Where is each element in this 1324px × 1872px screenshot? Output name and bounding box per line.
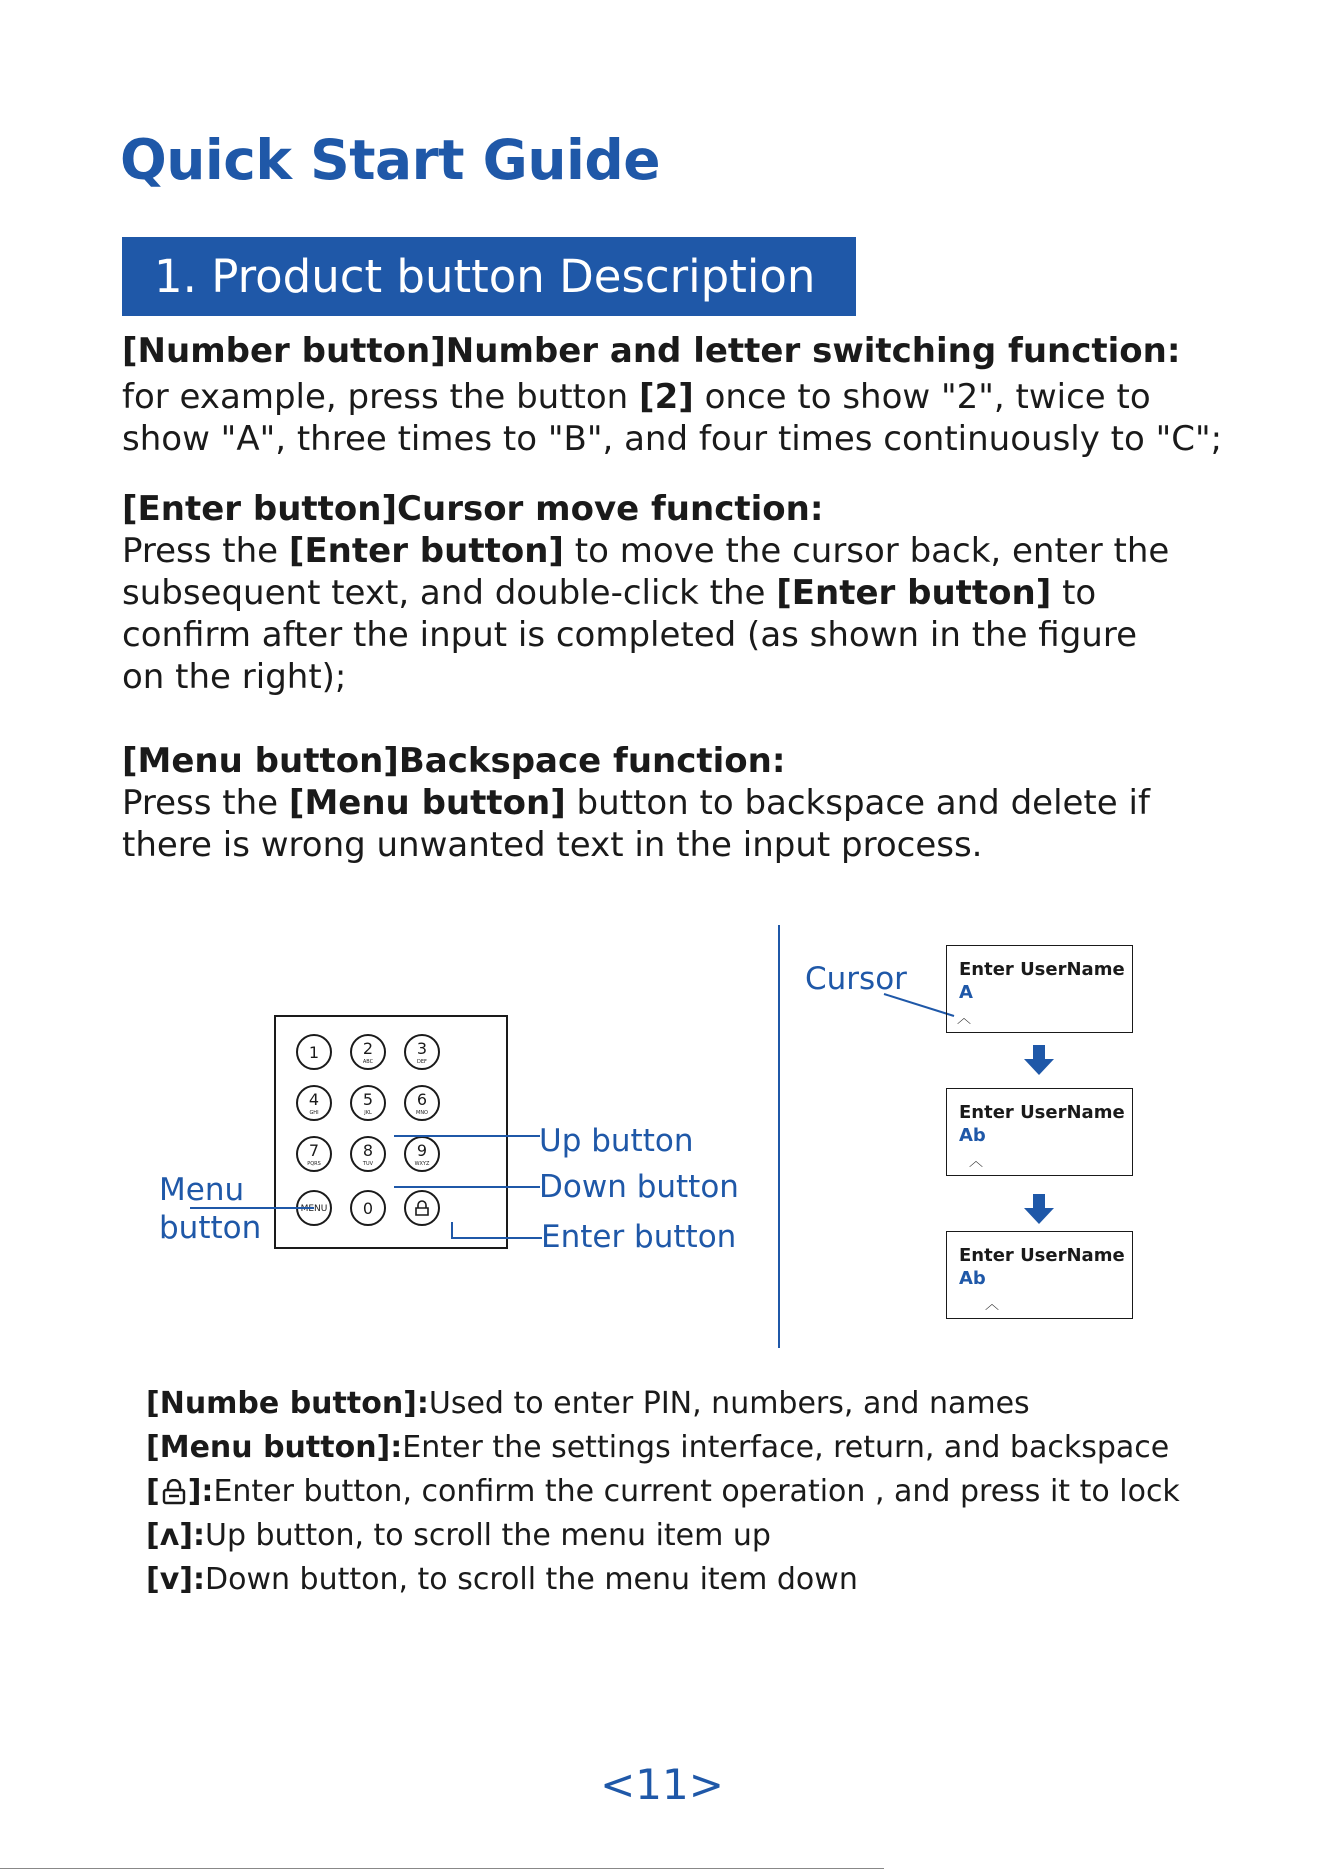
menu-key-label: [Menu button] — [288, 783, 566, 823]
legend-desc: Up button, to scroll the menu item up — [204, 1518, 771, 1553]
text-span: once to show "2", twice to — [693, 377, 1151, 417]
cursor-caret: ︿ — [969, 1154, 983, 1170]
key-letters: WXYZ — [414, 1161, 430, 1167]
keypad-key-5 — [351, 1086, 385, 1120]
legend-key: [ — [146, 1474, 160, 1509]
button-legend — [146, 1382, 1246, 1602]
legend-desc: Down button, to scroll the menu item down — [204, 1562, 858, 1597]
enter-key-label: [Enter button] — [288, 531, 564, 571]
up-button-label: Up button — [539, 1123, 694, 1159]
screen-value: Ab — [959, 1268, 986, 1289]
menu-label-line-1: Menu — [159, 1172, 245, 1208]
text-span: Press the — [122, 783, 289, 823]
keypad-key-9 — [405, 1137, 439, 1171]
legend-key: [Numbe button]: — [146, 1386, 429, 1421]
lcd-screen-3 — [946, 1231, 1133, 1319]
menu-button-section — [122, 740, 1212, 866]
menu-button-line-1 — [122, 782, 1212, 824]
keypad-key-8 — [351, 1137, 385, 1171]
number-button-heading: [Number button]Number and letter switching function: — [122, 331, 1181, 371]
legend-down — [146, 1558, 1246, 1602]
page-number: <11> — [600, 1760, 724, 1809]
keypad-key-lock — [405, 1191, 439, 1225]
number-button-line-1 — [122, 376, 1212, 418]
lock-icon — [162, 1479, 186, 1505]
text-span: to — [1051, 573, 1097, 613]
menu-button-heading: [Menu button]Backspace function: — [122, 741, 786, 781]
legend-up — [146, 1514, 1246, 1558]
text-span: button to backspace and delete if — [565, 783, 1150, 823]
page-title: Quick Start Guide — [120, 128, 660, 192]
screen-value: Ab — [959, 1125, 986, 1146]
text-span: subsequent text, and double-click the — [122, 573, 777, 613]
key-number: 6 — [416, 1090, 428, 1109]
key-letters: JKL — [364, 1110, 372, 1116]
key-number: 9 — [416, 1141, 428, 1160]
menu-button-line-2: there is wrong unwanted text in the input process. — [122, 825, 983, 865]
keypad-key-0 — [351, 1191, 385, 1225]
down-button-label: Down button — [539, 1169, 739, 1205]
key-number: 7 — [308, 1141, 320, 1160]
down-arrow-icon — [1022, 1192, 1056, 1226]
enter-button-section — [122, 488, 1212, 698]
screen-header: Enter UserName — [959, 1245, 1125, 1266]
legend-key: [v]: — [146, 1562, 205, 1597]
enter-button-line-2 — [122, 572, 1212, 614]
lock-icon — [416, 1201, 428, 1215]
section-heading-bar: 1. Product button Description — [122, 237, 856, 316]
key-number: 5 — [362, 1090, 374, 1109]
enter-button-line-1 — [122, 530, 1212, 572]
legend-desc: Used to enter PIN, numbers, and names — [428, 1386, 1030, 1421]
text-span: to move the cursor back, enter the — [563, 531, 1170, 571]
legend-key: ]: — [187, 1474, 214, 1509]
legend-number — [146, 1382, 1246, 1426]
cursor-pointer-stroke — [884, 994, 954, 1016]
key-letters: MNO — [416, 1110, 428, 1116]
keypad-keys — [297, 1035, 439, 1225]
menu-label-line-2: button — [159, 1210, 262, 1246]
enter-key-label: [Enter button] — [776, 573, 1052, 613]
legend-key: [Menu button]: — [146, 1430, 403, 1465]
keypad-key-4 — [297, 1086, 331, 1120]
lcd-screen-2 — [946, 1088, 1133, 1176]
key-number: 4 — [308, 1090, 320, 1109]
key-letters: DEF — [417, 1059, 427, 1065]
cursor-caret: ︿ — [957, 1011, 971, 1027]
enter-leader-line — [452, 1222, 542, 1238]
bottom-rule — [0, 1868, 884, 1869]
screen-header: Enter UserName — [959, 959, 1125, 980]
keypad-key-3 — [405, 1035, 439, 1069]
text-span: for example, press the button — [122, 377, 640, 417]
key-letters: ABC — [362, 1059, 374, 1065]
legend-lock — [146, 1470, 1246, 1514]
text-span: Press the — [122, 531, 289, 571]
key-number: 0 — [362, 1199, 374, 1218]
key-letters: GHI — [309, 1110, 319, 1116]
cursor-caret: ︿ — [985, 1297, 999, 1313]
key-2-label: [2] — [639, 377, 694, 417]
vertical-divider — [778, 925, 780, 1348]
key-letters: PQRS — [307, 1161, 321, 1167]
lcd-screen-1 — [946, 945, 1133, 1033]
screen-header: Enter UserName — [959, 1102, 1125, 1123]
legend-desc: Enter the settings interface, return, and backspace — [402, 1430, 1170, 1465]
enter-button-heading: [Enter button]Cursor move function: — [122, 489, 824, 529]
key-number: 3 — [416, 1039, 428, 1058]
keypad-key-2 — [351, 1035, 385, 1069]
key-number: 1 — [308, 1043, 320, 1062]
enter-button-label: Enter button — [541, 1219, 737, 1255]
enter-button-line-4: on the right); — [122, 657, 347, 697]
key-number: 2 — [362, 1039, 374, 1058]
enter-button-line-3: confirm after the input is completed (as shown in the figure — [122, 615, 1138, 655]
key-number: 8 — [362, 1141, 374, 1160]
keypad-key-6 — [405, 1086, 439, 1120]
legend-key: [ʌ]: — [146, 1518, 205, 1553]
key-number: MENU — [300, 1204, 328, 1214]
legend-menu — [146, 1426, 1246, 1470]
cursor-label: Cursor — [805, 961, 907, 997]
keypad-key-1 — [297, 1035, 331, 1069]
screen-value: A — [959, 982, 973, 1003]
number-button-line-2: show "A", three times to "B", and four times continuously to "C"; — [122, 419, 1223, 459]
number-button-section — [122, 330, 1223, 460]
key-letters: TUV — [362, 1161, 374, 1167]
legend-desc: Enter button, confirm the current operation , and press it to lock — [213, 1474, 1180, 1509]
keypad-key-7 — [297, 1137, 331, 1171]
down-arrow-icon — [1022, 1043, 1056, 1077]
